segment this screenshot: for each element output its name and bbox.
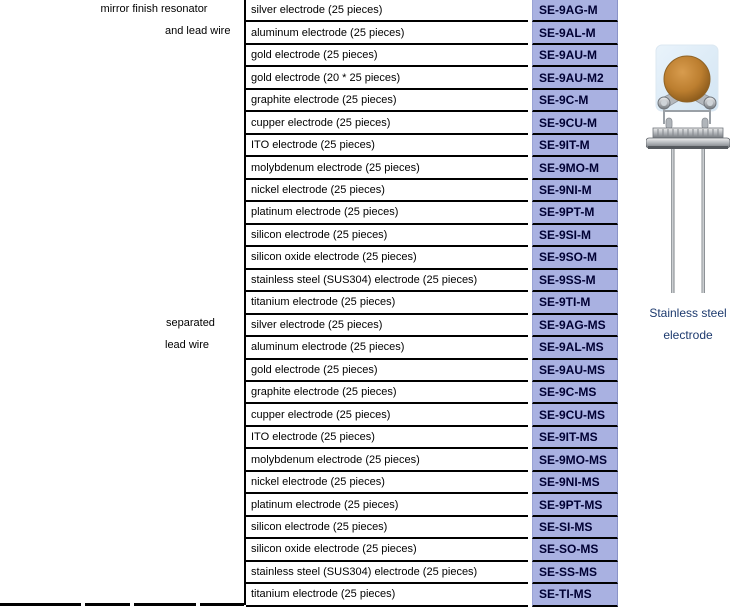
table-row	[246, 562, 618, 584]
table-row	[246, 22, 618, 44]
photo-caption-line1: Stainless steel	[649, 306, 727, 320]
table-row	[246, 360, 618, 382]
product-code: SE-SI-MS	[532, 517, 618, 539]
product-code: SE-9C-M	[532, 90, 618, 112]
table-row	[246, 449, 618, 471]
product-code: SE-9C-MS	[532, 382, 618, 404]
table-row	[246, 539, 618, 561]
table-row	[246, 157, 618, 179]
electrode-description: titanium electrode (25 pieces)	[246, 292, 528, 314]
product-code: SE-9PT-M	[532, 202, 618, 224]
electrode-description: gold electrode (20 * 25 pieces)	[246, 67, 528, 89]
electrode-description: ITO electrode (25 pieces)	[246, 135, 528, 157]
table-row	[246, 225, 618, 247]
group2-label-lead-wire: lead wire	[165, 339, 210, 351]
table-row	[246, 517, 618, 539]
table-row	[246, 67, 618, 89]
bottom-border-segment	[200, 603, 244, 606]
table-row	[246, 180, 618, 202]
table-row	[246, 472, 618, 494]
product-code: SE-9AG-M	[532, 0, 618, 22]
table-row	[246, 247, 618, 269]
table-row	[246, 404, 618, 426]
bottom-border-segment	[134, 603, 196, 606]
product-code: SE-9AL-MS	[532, 337, 618, 359]
bottom-border-segment	[85, 603, 130, 606]
table-row	[246, 90, 618, 112]
table-row	[246, 494, 618, 516]
electrode-description: cupper electrode (25 pieces)	[246, 112, 528, 134]
product-code: SE-9AG-MS	[532, 315, 618, 337]
group1-label-and-lead-wire: and lead wire	[165, 25, 231, 37]
product-code: SE-TI-MS	[532, 584, 618, 606]
product-code: SE-9PT-MS	[532, 494, 618, 516]
electrode-description: stainless steel (SUS304) electrode (25 pieces)	[246, 270, 528, 292]
photo-caption	[640, 302, 736, 346]
electrode-description: gold electrode (25 pieces)	[246, 45, 528, 67]
electrode-description: graphite electrode (25 pieces)	[246, 382, 528, 404]
electrode-description: ITO electrode (25 pieces)	[246, 427, 528, 449]
product-code: SE-9MO-M	[532, 157, 618, 179]
table-row	[246, 0, 618, 22]
product-code: SE-9SS-M	[532, 270, 618, 292]
product-code: SE-9TI-M	[532, 292, 618, 314]
product-code: SE-9NI-M	[532, 180, 618, 202]
table-row	[246, 135, 618, 157]
table-row	[246, 202, 618, 224]
electrode-description: silicon oxide electrode (25 pieces)	[246, 247, 528, 269]
table-row	[246, 270, 618, 292]
electrode-description: aluminum electrode (25 pieces)	[246, 337, 528, 359]
table-row	[246, 45, 618, 67]
group1-label-mirror-finish: mirror finish	[100, 3, 158, 15]
electrode-description: nickel electrode (25 pieces)	[246, 472, 528, 494]
table-row	[246, 292, 618, 314]
product-code: SE-9AU-M	[532, 45, 618, 67]
table-row	[246, 315, 618, 337]
table-row	[246, 337, 618, 359]
product-code: SE-9NI-MS	[532, 472, 618, 494]
group1-label-resonator: resonator	[161, 3, 208, 15]
electrode-description: aluminum electrode (25 pieces)	[246, 22, 528, 44]
electrode-description: molybdenum electrode (25 pieces)	[246, 157, 528, 179]
table-row	[246, 112, 618, 134]
group2-label-separated: separated	[166, 317, 215, 329]
product-code: SE-9CU-MS	[532, 404, 618, 426]
electrode-description: gold electrode (25 pieces)	[246, 360, 528, 382]
stainless-steel-electrode-photo	[646, 38, 730, 300]
electrode-description: silicon electrode (25 pieces)	[246, 225, 528, 247]
product-code: SE-9AU-MS	[532, 360, 618, 382]
product-code: SE-9IT-MS	[532, 427, 618, 449]
resonator-photo-drawing	[646, 38, 730, 300]
table-row	[246, 382, 618, 404]
product-code: SE-9SI-M	[532, 225, 618, 247]
electrode-description: molybdenum electrode (25 pieces)	[246, 449, 528, 471]
product-code: SE-SS-MS	[532, 562, 618, 584]
photo-caption-line2: electrode	[663, 328, 713, 342]
electrode-description: nickel electrode (25 pieces)	[246, 180, 528, 202]
electrode-description: cupper electrode (25 pieces)	[246, 404, 528, 426]
bottom-border-segment	[0, 603, 81, 606]
product-code: SE-9MO-MS	[532, 449, 618, 471]
electrode-description: stainless steel (SUS304) electrode (25 pieces)	[246, 562, 528, 584]
electrode-description: graphite electrode (25 pieces)	[246, 90, 528, 112]
electrode-description: titanium electrode (25 pieces)	[246, 584, 528, 606]
electrode-description: silicon electrode (25 pieces)	[246, 517, 528, 539]
electrode-description: platinum electrode (25 pieces)	[246, 202, 528, 224]
electrode-description: silver electrode (25 pieces)	[246, 315, 528, 337]
product-code: SE-9AU-M2	[532, 67, 618, 89]
product-code: SE-9CU-M	[532, 112, 618, 134]
electrode-description: platinum electrode (25 pieces)	[246, 494, 528, 516]
product-code: SE-9AL-M	[532, 22, 618, 44]
product-code: SE-9SO-M	[532, 247, 618, 269]
product-code: SE-9IT-M	[532, 135, 618, 157]
table-rows	[246, 0, 618, 607]
table-row	[246, 427, 618, 449]
electrode-description: silver electrode (25 pieces)	[246, 0, 528, 22]
electrode-description: silicon oxide electrode (25 pieces)	[246, 539, 528, 561]
product-code: SE-SO-MS	[532, 539, 618, 561]
table-row	[246, 584, 618, 606]
